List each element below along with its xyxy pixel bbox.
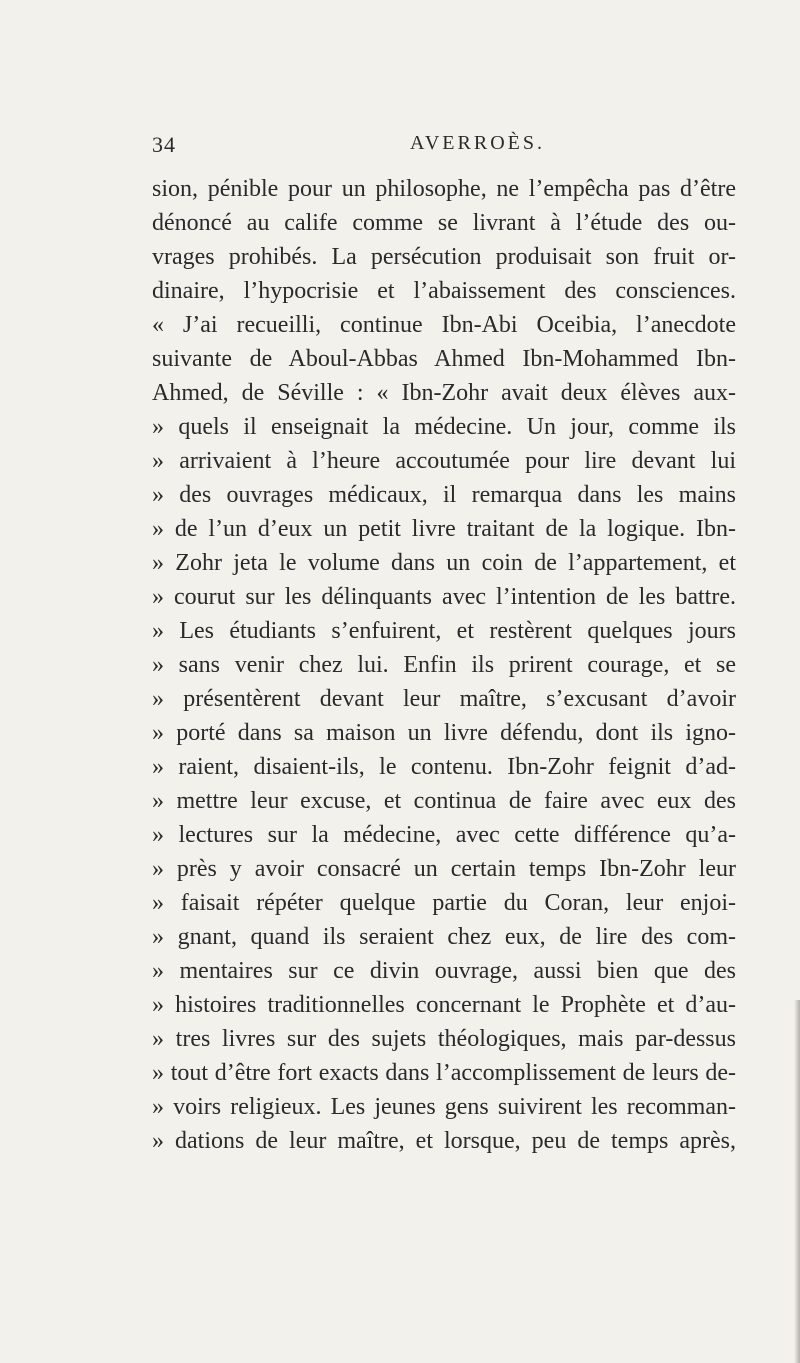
text-line: » arrivaient à l’heure accoutumée pour lire devant lui: [152, 448, 736, 474]
text-line: » de l’un d’eux un petit livre traitant de la logique. Ibn-: [152, 516, 736, 542]
text-line: dinaire, l’hypocrisie et l’abaissement des consciences.: [152, 278, 736, 304]
text-line: » présentèrent devant leur maître, s’excusant d’avoir: [152, 686, 736, 712]
text-line: » lectures sur la médecine, avec cette différence qu’a-: [152, 822, 736, 848]
text-line: » Zohr jeta le volume dans un coin de l’appartement, et: [152, 550, 736, 576]
text-line: » mettre leur excuse, et continua de faire avec eux des: [152, 788, 736, 814]
page-number: 34: [152, 132, 176, 157]
running-title: AVERROÈS.: [410, 132, 545, 154]
text-line: » gnant, quand ils seraient chez eux, de lire des com-: [152, 924, 736, 950]
text-line: » raient, disaient-ils, le contenu. Ibn-Zohr feignit d’ad-: [152, 754, 736, 780]
running-head: [152, 132, 672, 162]
text-line: » porté dans sa maison un livre défendu, dont ils igno-: [152, 720, 736, 746]
text-line: » voirs religieux. Les jeunes gens suivirent les recomman-: [152, 1094, 736, 1120]
page-edge-shadow: [794, 1000, 800, 1363]
text-line: » tout d’être fort exacts dans l’accomplissement de leurs de-: [152, 1060, 736, 1086]
text-line: « J’ai recueilli, continue Ibn-Abi Oceibia, l’anecdote: [152, 312, 736, 338]
text-line: » Les étudiants s’enfuirent, et restèrent quelques jours: [152, 618, 736, 644]
text-line: vrages prohibés. La persécution produisait son fruit or-: [152, 244, 736, 270]
text-line: » quels il enseignait la médecine. Un jour, comme ils: [152, 414, 736, 440]
text-line: Ahmed, de Séville : « Ibn-Zohr avait deux élèves aux-: [152, 380, 736, 406]
text-line: » tres livres sur des sujets théologiques, mais par-dessus: [152, 1026, 736, 1052]
text-line: » dations de leur maître, et lorsque, peu de temps après,: [152, 1128, 736, 1154]
text-line: » histoires traditionnelles concernant le Prophète et d’au-: [152, 992, 736, 1018]
text-line: » faisait répéter quelque partie du Coran, leur enjoi-: [152, 890, 736, 916]
body-text: [152, 172, 736, 1158]
text-line: » mentaires sur ce divin ouvrage, aussi bien que des: [152, 958, 736, 984]
text-line: » des ouvrages médicaux, il remarqua dans les mains: [152, 482, 736, 508]
text-line: sion, pénible pour un philosophe, ne l’empêcha pas d’être: [152, 176, 736, 202]
text-line: » courut sur les délinquants avec l’intention de les battre.: [152, 584, 736, 610]
text-line: » sans venir chez lui. Enfin ils prirent courage, et se: [152, 652, 736, 678]
text-line: suivante de Aboul-Abbas Ahmed Ibn-Mohammed Ibn-: [152, 346, 736, 372]
text-line: dénoncé au calife comme se livrant à l’étude des ou-: [152, 210, 736, 236]
text-line: » près y avoir consacré un certain temps Ibn-Zohr leur: [152, 856, 736, 882]
